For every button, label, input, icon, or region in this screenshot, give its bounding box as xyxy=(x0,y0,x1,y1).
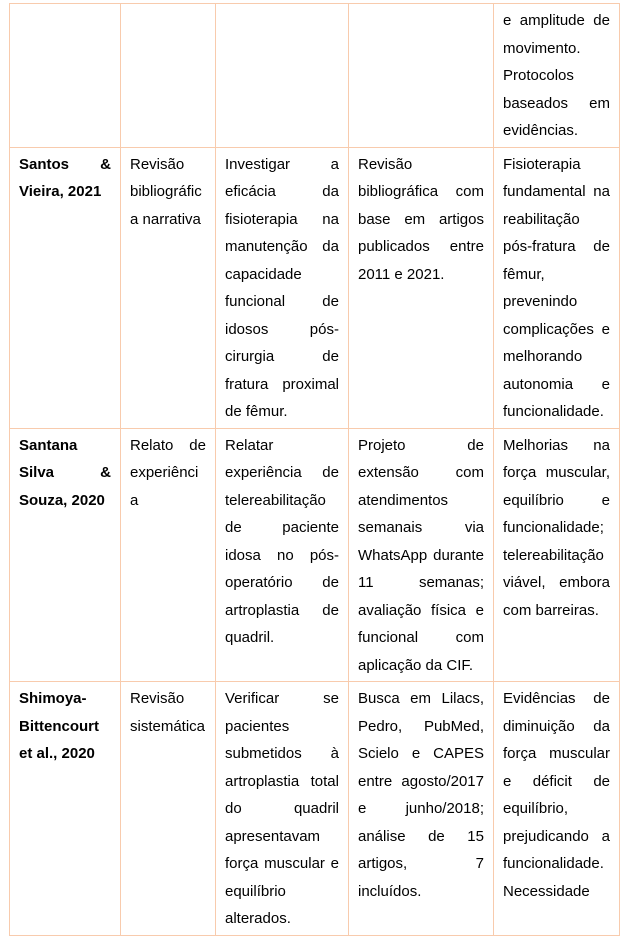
cell-method xyxy=(349,4,494,148)
cell-results: Evidências de diminuição da força muscular e déficit de equilíbrio, prejudicando a funcionalidade. Necessidade xyxy=(494,682,620,936)
cell-author: Santana Silva & Souza, 2020 xyxy=(10,428,121,682)
cell-author: Shimoya-Bittencourt et al., 2020 xyxy=(10,682,121,936)
table-row-continuation xyxy=(10,4,620,148)
cell-objective: Investigar a eficácia da fisioterapia na manutenção da capacidade funcional de idosos pós-cirurgia de fratura proximal de fêmur. xyxy=(216,147,349,428)
cell-author: Santos & Vieira, 2021 xyxy=(10,147,121,428)
table-row-santana-silva-souza xyxy=(10,428,620,682)
cell-method: Busca em Lilacs, Pedro, PubMed, Scielo e CAPES entre agosto/2017 e junho/2018; análise de 15 artigos, 7 incluídos. xyxy=(349,682,494,936)
table-row-shimoya-bittencourt xyxy=(10,682,620,936)
cell-results: Fisioterapia fundamental na reabilitação pós-fratura de fêmur, prevenindo complicações e melhorando autonomia e funcionalidade. xyxy=(494,147,620,428)
cell-objective xyxy=(216,4,349,148)
cell-study-type: Relato de experiência xyxy=(121,428,216,682)
cell-method: Projeto de extensão com atendimentos semanais via WhatsApp durante 11 semanas; avaliação física e funcional com aplicação da CIF. xyxy=(349,428,494,682)
table-row-santos-vieira xyxy=(10,147,620,428)
literature-review-table xyxy=(9,3,620,936)
cell-objective: Verificar se pacientes submetidos à artroplastia total do quadril apresentavam força muscular e equilíbrio alterados. xyxy=(216,682,349,936)
cell-study-type: Revisão sistemática xyxy=(121,682,216,936)
cell-objective: Relatar experiência de telereabilitação de paciente idosa no pós-operatório de artroplastia de quadril. xyxy=(216,428,349,682)
cell-study-type: Revisão bibliográfica narrativa xyxy=(121,147,216,428)
cell-results: Melhorias na força muscular, equilíbrio e funcionalidade; telereabilitação viável, embora com barreiras. xyxy=(494,428,620,682)
cell-study-type xyxy=(121,4,216,148)
cell-method: Revisão bibliográfica com base em artigos publicados entre 2011 e 2021. xyxy=(349,147,494,428)
cell-results: e amplitude de movimento. Protocolos baseados em evidências. xyxy=(494,4,620,148)
cell-author xyxy=(10,4,121,148)
